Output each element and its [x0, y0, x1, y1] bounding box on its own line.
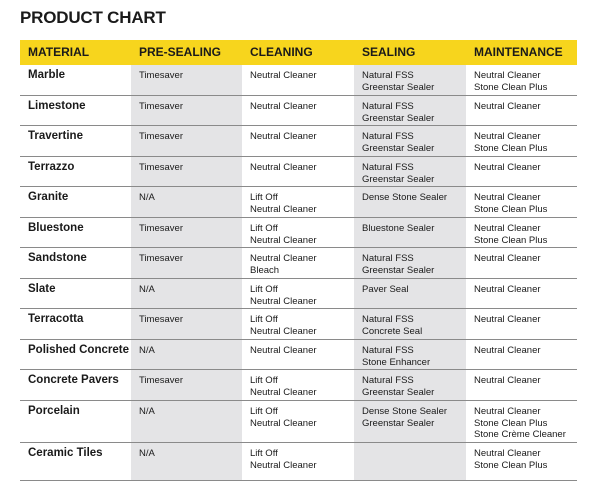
cell-line: Neutral Cleaner — [250, 417, 317, 429]
header-material: MATERIAL — [28, 45, 90, 59]
table-row — [20, 96, 577, 126]
cell-line: Neutral Cleaner — [250, 101, 317, 112]
cell-material: Slate — [28, 283, 56, 295]
table-row — [20, 126, 577, 157]
cell-sealing — [354, 218, 466, 247]
cell-material: Terrazzo — [28, 161, 75, 173]
table-body — [20, 65, 577, 481]
cell-maintenance — [466, 401, 577, 442]
cell-line: Greenstar Sealer — [362, 417, 435, 429]
cell-line: Neutral Cleaner — [474, 345, 541, 356]
cell-line: Greenstar Sealer — [362, 386, 435, 398]
cell-sealing — [354, 443, 466, 480]
cell-maintenance — [466, 340, 577, 369]
cell-line: Neutral Cleaner — [474, 192, 541, 203]
cell-line: Neutral Cleaner — [474, 70, 541, 81]
cell-pre-sealing — [131, 187, 242, 217]
cell-line: Greenstar Sealer — [362, 264, 435, 276]
cell-line: Natural FSS — [362, 253, 414, 264]
cell-cleaning — [242, 248, 354, 278]
cell-maintenance — [466, 157, 577, 186]
header-maintenance: MAINTENANCE — [474, 45, 563, 59]
cell-line: Neutral Cleaner — [250, 162, 317, 173]
cell-line: N/A — [139, 406, 155, 417]
cell-line: Bleach — [250, 264, 280, 276]
cell-pre-sealing — [131, 401, 242, 442]
cell-maintenance — [466, 248, 577, 278]
cell-pre-sealing — [131, 157, 242, 186]
cell-line: N/A — [139, 345, 155, 356]
cell-sealing — [354, 126, 466, 156]
cell-line: Neutral Cleaner — [474, 131, 541, 142]
table-row — [20, 309, 577, 340]
cell-material: Bluestone — [28, 222, 84, 234]
table-row — [20, 218, 577, 248]
cell-cleaning — [242, 401, 354, 442]
cell-line: Neutral Cleaner — [250, 253, 317, 264]
cell-line: Lift Off — [250, 314, 278, 325]
cell-cleaning — [242, 443, 354, 480]
cell-material: Sandstone — [28, 252, 87, 264]
table-row — [20, 248, 577, 279]
cell-material: Travertine — [28, 130, 83, 142]
cell-line: Neutral Cleaner — [474, 284, 541, 295]
cell-line: Natural FSS — [362, 375, 414, 386]
cell-sealing — [354, 370, 466, 400]
cell-line: Lift Off — [250, 192, 278, 203]
cell-line: Neutral Cleaner — [250, 459, 317, 471]
cell-line: Lift Off — [250, 406, 278, 417]
cell-maintenance — [466, 279, 577, 308]
cell-line: Stone Clean Plus — [474, 417, 548, 429]
cell-material: Marble — [28, 69, 66, 81]
cell-line: Natural FSS — [362, 314, 414, 325]
cell-sealing — [354, 157, 466, 186]
cell-line: Dense Stone Sealer — [362, 192, 448, 203]
cell-line: Neutral Cleaner — [250, 325, 317, 337]
cell-material: Ceramic Tiles — [28, 447, 103, 459]
cell-line: Timesaver — [139, 314, 183, 325]
cell-line: Neutral Cleaner — [474, 448, 541, 459]
cell-line: Greenstar Sealer — [362, 173, 435, 185]
cell-line: Concrete Seal — [362, 325, 423, 337]
cell-line: Neutral Cleaner — [250, 234, 317, 246]
table-row — [20, 187, 577, 218]
cell-line: Bluestone Sealer — [362, 223, 435, 234]
cell-sealing — [354, 96, 466, 125]
cell-cleaning — [242, 309, 354, 339]
cell-line: Neutral Cleaner — [474, 406, 541, 417]
cell-material: Concrete Pavers — [28, 374, 119, 386]
cell-pre-sealing — [131, 443, 242, 480]
cell-line: Lift Off — [250, 448, 278, 459]
cell-line: Natural FSS — [362, 131, 414, 142]
cell-sealing — [354, 187, 466, 217]
cell-pre-sealing — [131, 370, 242, 400]
cell-sealing — [354, 65, 466, 95]
table-header-row — [20, 40, 577, 65]
cell-line: Neutral Cleaner — [250, 345, 317, 356]
cell-line: Lift Off — [250, 223, 278, 234]
cell-pre-sealing — [131, 126, 242, 156]
cell-line: Paver Seal — [362, 284, 409, 295]
cell-pre-sealing — [131, 340, 242, 369]
cell-line: Lift Off — [250, 284, 278, 295]
table-row — [20, 340, 577, 370]
cell-material: Polished Concrete — [28, 344, 129, 356]
cell-line: Neutral Cleaner — [474, 101, 541, 112]
cell-line: N/A — [139, 448, 155, 459]
cell-line: Greenstar Sealer — [362, 81, 435, 93]
cell-material: Porcelain — [28, 405, 80, 417]
cell-pre-sealing — [131, 279, 242, 308]
cell-line: Stone Clean Plus — [474, 142, 548, 154]
cell-cleaning — [242, 218, 354, 247]
cell-line: Neutral Cleaner — [474, 375, 541, 386]
cell-pre-sealing — [131, 218, 242, 247]
table-row — [20, 279, 577, 309]
cell-line: Dense Stone Sealer — [362, 406, 448, 417]
cell-maintenance — [466, 126, 577, 156]
table-row — [20, 401, 577, 443]
cell-maintenance — [466, 65, 577, 95]
cell-cleaning — [242, 187, 354, 217]
cell-material: Granite — [28, 191, 69, 203]
cell-line: Timesaver — [139, 162, 183, 173]
cell-line: Neutral Cleaner — [474, 314, 541, 325]
cell-line: Natural FSS — [362, 101, 414, 112]
cell-line: N/A — [139, 192, 155, 203]
cell-line: Timesaver — [139, 70, 183, 81]
cell-maintenance — [466, 443, 577, 480]
cell-line: Neutral Cleaner — [474, 253, 541, 264]
cell-maintenance — [466, 370, 577, 400]
cell-pre-sealing — [131, 248, 242, 278]
cell-line: Stone Clean Plus — [474, 234, 548, 246]
cell-line: Neutral Cleaner — [474, 162, 541, 173]
cell-line: Timesaver — [139, 253, 183, 264]
header-cleaning: CLEANING — [250, 45, 313, 59]
cell-line: Timesaver — [139, 131, 183, 142]
cell-cleaning — [242, 157, 354, 186]
cell-line: Stone Clean Plus — [474, 81, 548, 93]
cell-cleaning — [242, 65, 354, 95]
product-chart-table — [20, 40, 577, 481]
cell-line: Neutral Cleaner — [250, 131, 317, 142]
cell-line: Stone Enhancer — [362, 356, 431, 368]
cell-material: Limestone — [28, 100, 86, 112]
cell-line: Neutral Cleaner — [474, 223, 541, 234]
cell-line: N/A — [139, 284, 155, 295]
cell-cleaning — [242, 96, 354, 125]
cell-line: Neutral Cleaner — [250, 70, 317, 81]
cell-sealing — [354, 340, 466, 369]
cell-pre-sealing — [131, 309, 242, 339]
cell-sealing — [354, 279, 466, 308]
cell-line: Timesaver — [139, 101, 183, 112]
cell-line: Neutral Cleaner — [250, 295, 317, 307]
cell-sealing — [354, 248, 466, 278]
header-pre-sealing: PRE-SEALING — [139, 45, 222, 59]
cell-line: Natural FSS — [362, 345, 414, 356]
table-row — [20, 370, 577, 401]
cell-line: Neutral Cleaner — [250, 203, 317, 215]
cell-line: Greenstar Sealer — [362, 142, 435, 154]
cell-maintenance — [466, 309, 577, 339]
table-row — [20, 157, 577, 187]
cell-cleaning — [242, 126, 354, 156]
cell-maintenance — [466, 187, 577, 217]
cell-line: Stone Crème Cleaner — [474, 429, 566, 440]
cell-line: Stone Clean Plus — [474, 203, 548, 215]
cell-cleaning — [242, 279, 354, 308]
cell-sealing — [354, 401, 466, 442]
cell-line: Natural FSS — [362, 162, 414, 173]
cell-line: Neutral Cleaner — [250, 386, 317, 398]
table-row — [20, 65, 577, 96]
cell-line: Timesaver — [139, 375, 183, 386]
cell-sealing — [354, 309, 466, 339]
cell-line: Natural FSS — [362, 70, 414, 81]
cell-line: Timesaver — [139, 223, 183, 234]
cell-line: Greenstar Sealer — [362, 112, 435, 124]
cell-pre-sealing — [131, 65, 242, 95]
cell-cleaning — [242, 340, 354, 369]
page-title: PRODUCT CHART — [20, 8, 166, 27]
cell-material: Terracotta — [28, 313, 84, 325]
cell-pre-sealing — [131, 96, 242, 125]
cell-maintenance — [466, 96, 577, 125]
cell-cleaning — [242, 370, 354, 400]
cell-maintenance — [466, 218, 577, 247]
cell-line: Lift Off — [250, 375, 278, 386]
cell-line: Stone Clean Plus — [474, 459, 548, 471]
header-sealing: SEALING — [362, 45, 416, 59]
table-row — [20, 443, 577, 481]
